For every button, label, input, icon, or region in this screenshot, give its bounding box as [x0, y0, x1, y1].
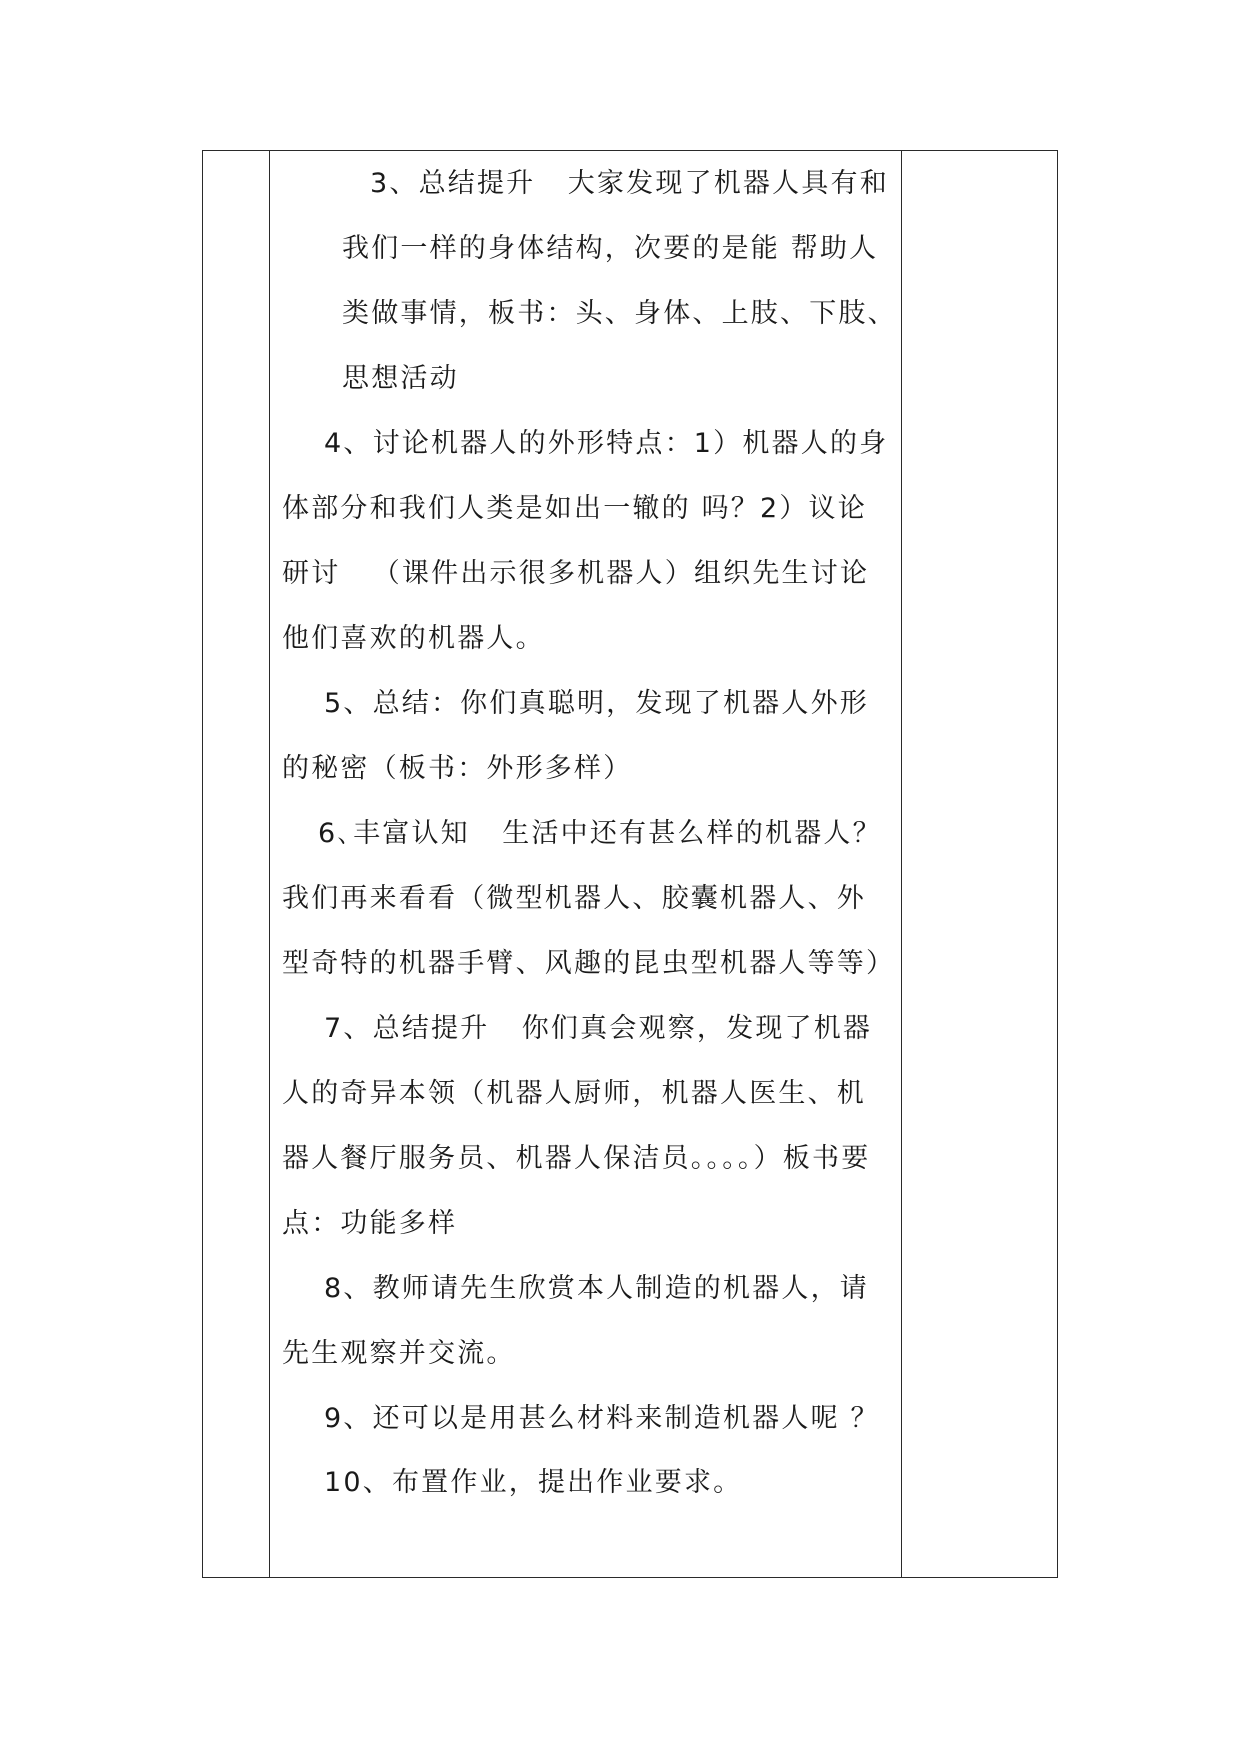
text-line: 6､丰富认知 生活中还有甚么样的机器人？	[318, 818, 882, 849]
column-divider-right	[901, 151, 902, 1577]
text-line: 8、教师请先生欣赏本人制造的机器人，请	[324, 1273, 869, 1304]
text-line: 的秘密（板书：外形多样）	[282, 753, 633, 784]
text-line: 型奇特的机器手臂、风趣的昆虫型机器人等等）	[282, 948, 896, 979]
text-line: 7、总结提升 你们真会观察，发现了机器	[324, 1013, 873, 1044]
text-line: 先生观察并交流。	[282, 1338, 516, 1369]
text-line: 类做事情，板书：头、身体、上肢、下肢、	[342, 298, 897, 329]
text-line: 点：功能多样	[282, 1208, 458, 1239]
text-line: 我们一样的身体结构，次要的是能 帮助人	[342, 233, 879, 264]
text-line: 5、总结：你们真聪明，发现了机器人外形	[324, 688, 869, 719]
text-line: 10、布置作业，提出作业要求。	[324, 1467, 743, 1498]
text-line: 9、还可以是用甚么材料来制造机器人呢 ？	[324, 1403, 880, 1434]
text-line: 我们再来看看（微型机器人、胶囊机器人、外	[282, 883, 866, 914]
text-line: 人的奇异本领（机器人厨师，机器人医生、机	[282, 1078, 866, 1109]
text-line: 他们喜欢的机器人。	[282, 623, 545, 654]
text-line: 3、总结提升 大家发现了机器人具有和	[370, 168, 889, 199]
column-divider-left	[269, 151, 270, 1577]
text-line: 研讨 （课件出示很多机器人）组织先生讨论	[282, 558, 870, 589]
text-line: 思想活动	[342, 363, 459, 394]
text-line: 体部分和我们人类是如出一辙的 吗？2）议论	[282, 493, 867, 524]
text-line: 4、讨论机器人的外形特点：1）机器人的身	[324, 428, 889, 459]
text-line: 器人餐厅服务员、机器人保洁员。。。。）板书要	[282, 1143, 871, 1174]
